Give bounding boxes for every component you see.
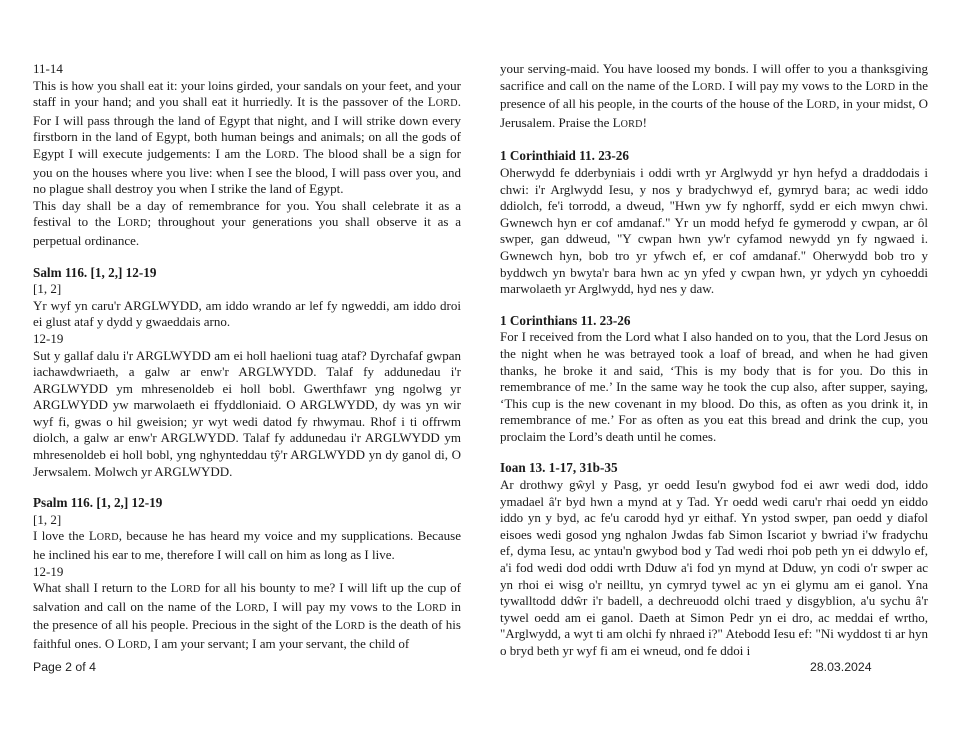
lord-smallcaps: LORD — [235, 598, 266, 614]
section-heading: Ioan 13. 1-17, 31b-35 — [500, 460, 618, 476]
exodus-reading-block — [33, 61, 461, 250]
lord-smallcaps: LORD — [170, 580, 201, 596]
lord-smallcaps: LORD — [88, 528, 119, 544]
verse-ref: [1, 2] — [33, 281, 62, 297]
verse-ref: 12-19 — [33, 330, 64, 346]
lord-smallcaps: LORD — [427, 94, 458, 110]
lord-smallcaps: LORD — [416, 598, 447, 614]
page-number-label: Page 2 of 4 — [33, 660, 96, 674]
scripture-paragraph: Sut y gallaf dalu i'r ARGLWYDD am ei holl haelioni tuag ataf? Dyrchafaf gwpan iachawdwriaeth, a galw ar enw'r ARGLWYDD. Talaf fy addunedau i'r ARGLWYDD ym mhresenoldeb ei holl bobl. Gwerthfawr yng ngolwg yr ARGLWYDD yw marwolaeth ei ffyddloniaid. O ARGLWYDD, dy was yn wir wyf fi, gwas o hil gweision; yr wyt wedi datod fy rhwymau. Rhof i ti offrwm diolch, a galw ar enw'r ARGLWYDD. Talaf fy addunedau i'r ARGLWYDD ym mhresenoldeb ei holl bobl, yng nghynteddau tŷ'r ARGLWYDD yn dy ganol di, O Jerwsalem. Molwch yr ARGLWYDD. — [33, 347, 461, 479]
date-stamp: 28.03.2024 — [810, 660, 872, 674]
salm-116-block — [33, 265, 461, 481]
lord-smallcaps: LORD — [117, 636, 148, 651]
scripture-paragraph: This is how you shall eat it: your loins girded, your sandals on your feet, and your staff in your hand; and you shall eat it hurriedly. It is the passover of the LORD. For I will pass through the land of Egypt that night, and I will strike down every firstborn in the land of Egypt, both human beings and animals; on all the gods of Egypt I will execute judgements: I am the LORD. The blood shall be a sign for you on the houses where you live: when I see the blood, I will pass over you, and no plague shall destroy you when I strike the land of Egypt. — [33, 77, 462, 197]
right-column — [500, 61, 928, 660]
scripture-paragraph: What shall I return to the LORD for all his bounty to me? I will lift up the cup of salvation and call on the name of the LORD, I will pay my vows to the LORD in the presence of all his people. Precious in the sight of the LORD is the death of his faithful ones. O LORD, I am your servant; I am your servant, the child of — [33, 580, 461, 651]
scripture-paragraph: For I received from the Lord what I also handed on to you, that the Lord Jesus on the night when he was betrayed took a loaf of bread, and when he had given thanks, he broke it and said, ‘This is my body that is for you. Do this in remembrance of me.’ In the same way he took the cup also, after supper, saying, ‘This cup is the new covenant in my blood. Do this, as often as you drink it, in remembrance of me.’ For as often as you eat this bread and drink the cup, you proclaim the Lord’s death until he comes. — [500, 329, 928, 444]
lord-smallcaps: LORD — [335, 617, 366, 633]
section-heading: 1 Corinthians 11. 23-26 — [500, 312, 631, 328]
verse-ref: 11-14 — [33, 61, 63, 76]
scripture-paragraph: Yr wyf yn caru'r ARGLWYDD, am iddo wrando ar lef fy ngweddi, am iddo droi ei glust ataf y dydd y gwaeddais arno. — [33, 297, 461, 330]
lord-smallcaps: LORD — [265, 145, 296, 161]
lord-smallcaps: LORD — [612, 114, 643, 130]
corinthiaid-block — [500, 148, 928, 297]
verse-ref: [1, 2] — [33, 511, 62, 527]
lord-smallcaps: LORD — [865, 77, 896, 93]
lord-smallcaps: LORD — [806, 96, 837, 112]
psalm-continuation-block — [500, 61, 928, 133]
section-heading: Salm 116. [1, 2,] 12-19 — [33, 264, 157, 280]
ioan-block — [500, 460, 928, 659]
scripture-paragraph: Ar drothwy gŵyl y Pasg, yr oedd Iesu'n gwybod fod ei awr wedi dod, iddo ymadael â'r byd hwn a mynd at y Tad. Yr oedd wedi caru'r rhai oedd yn eiddo iddo yn y byd, ac fe'u carodd hyd yr eithaf. Yn ystod swper, pan oedd y diafol eisoes wedi gosod yng nghalon Jwdas fab Simon Iscariot y bwriad i'w fradychu ef, dyma Iesu, ac yntau'n gwybod bod y Tad wedi rhoi pob peth yn ei ddwylo ef, a'i fod wedi dod oddi wrth Dduw a'i fod yn mynd at Dduw, yn codi o'r swper ac yn rhoi ei wisg o'r neilltu, yn cymryd tywel ac yn ei glymu am ei ganol. Yna tywalltodd ddŵr i'r badell, a dechreuodd olchi traed y disgyblion, a'u sychu â'r tywel oedd am ei ganol. Daeth at Simon Pedr yn ei dro, ac meddai ef wrtho, "Arglwydd, a wyt ti am olchi fy nhraed i?" Atebodd Iesu ef: "Ni wyddost ti ar hyn o bryd beth yr wyf fi am ei wneud, ond fe ddoi i — [500, 477, 928, 658]
scripture-paragraph: This day shall be a day of remembrance for you. You shall celebrate it as a festival to the LORD; throughout your generations you shall observe it as a perpetual ordinance. — [33, 197, 461, 248]
section-heading: Psalm 116. [1, 2,] 12-19 — [33, 495, 163, 511]
scripture-paragraph: your serving-maid. You have loosed my bonds. I will offer to you a thanksgiving sacrifice and call on the name of the LORD. I will pay my vows to the LORD in the presence of all his people, in the courts of the house of the LORD, in your midst, O Jerusalem. Praise the LORD! — [500, 61, 928, 130]
section-heading: 1 Corinthiaid 11. 23-26 — [500, 148, 629, 164]
verse-ref: 12-19 — [33, 563, 64, 579]
psalm-116-block — [33, 495, 461, 654]
left-column — [33, 61, 461, 660]
scripture-paragraph: I love the LORD, because he has heard my voice and my supplications. Because he inclined his ear to me, therefore I will call on him as long as I live. — [33, 528, 461, 563]
scripture-paragraph: Oherwydd fe dderbyniais i oddi wrth yr Arglwydd yr hyn hefyd a draddodais i chwi: i'r Arglwydd Iesu, y nos y bradychwyd ef, gymryd bara; ac wedi iddo ddiolch, fe'i torrodd, a dweud, "Hwn yw fy nghorff, sydd er eich mwyn chwi. Gwnewch hyn er cof amdanaf." Yr un modd hefyd fe gymerodd y cwpan, ar ôl swper, gan ddweud, "Y cwpan hwn yw'r cyfamod newydd yn fy ngwaed i. Gwnewch hyn, bob tro yr yfwch ef, er cof amdanaf." Oherwydd bob tro y byddwch yn bwyta'r bara hwn ac yn yfed y cwpan hwn, yr ydych yn cyhoeddi marwolaeth yr Arglwydd, hyd nes y daw. — [500, 164, 928, 297]
two-column-layout — [33, 61, 928, 660]
lord-smallcaps: LORD — [117, 214, 148, 230]
lord-smallcaps: LORD — [692, 77, 722, 93]
corinthians-block — [500, 313, 928, 446]
